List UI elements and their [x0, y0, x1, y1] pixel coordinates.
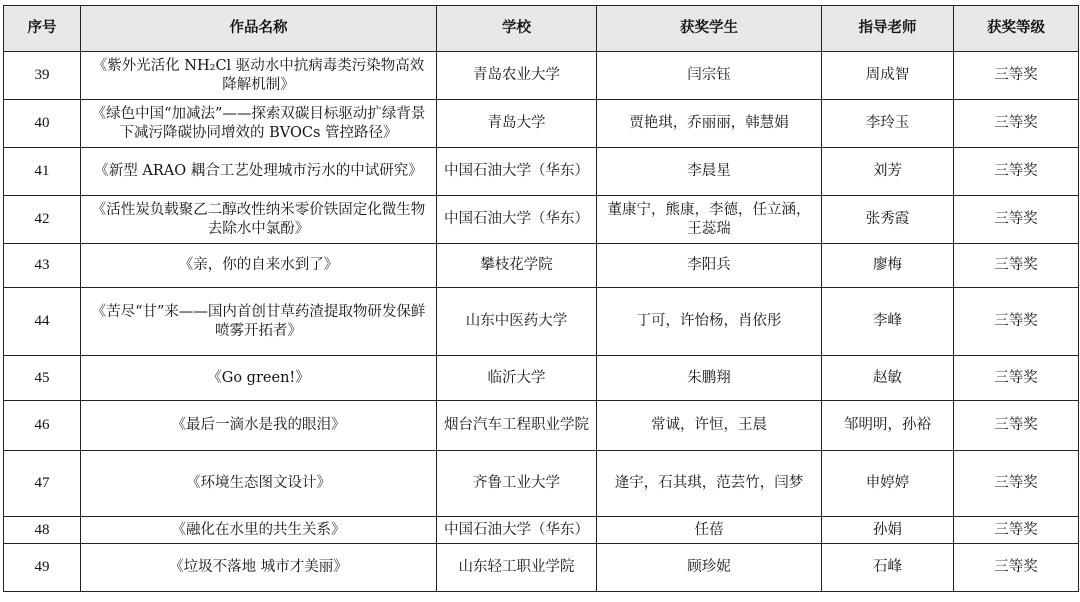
cell-work-title: 《苦尽“甘”来——国内首创甘草药渣提取物研发保鲜喷雾开拓者》 [81, 288, 437, 356]
cell-advisor: 李峰 [822, 288, 954, 356]
cell-school: 临沂大学 [437, 356, 597, 401]
column-header-students: 获奖学生 [597, 6, 822, 52]
table-row [4, 356, 1079, 401]
cell-level: 三等奖 [954, 100, 1079, 148]
table-row [4, 52, 1079, 100]
cell-school: 中国石油大学（华东） [437, 148, 597, 196]
cell-advisor: 赵敏 [822, 356, 954, 401]
cell-students: 逄宇，石其琪，范芸竹，闫梦 [597, 451, 822, 517]
cell-no: 41 [4, 148, 81, 196]
column-header-no: 序号 [4, 6, 81, 52]
awards-table [3, 5, 1079, 592]
cell-students: 丁可，许怡杨，肖依彤 [597, 288, 822, 356]
cell-advisor: 周成智 [822, 52, 954, 100]
table-row [4, 451, 1079, 517]
column-header-advisor: 指导老师 [822, 6, 954, 52]
cell-level: 三等奖 [954, 148, 1079, 196]
cell-level: 三等奖 [954, 288, 1079, 356]
table-row [4, 517, 1079, 544]
cell-level: 三等奖 [954, 544, 1079, 592]
column-header-school: 学校 [437, 6, 597, 52]
cell-level: 三等奖 [954, 244, 1079, 288]
cell-school: 山东轻工职业学院 [437, 544, 597, 592]
cell-work-title: 《活性炭负载聚乙二醇改性纳米零价铁固定化微生物去除水中氯酚》 [81, 196, 437, 244]
cell-no: 43 [4, 244, 81, 288]
table-row [4, 544, 1079, 592]
cell-advisor: 刘芳 [822, 148, 954, 196]
table-row [4, 148, 1079, 196]
cell-work-title: 《亲，你的自来水到了》 [81, 244, 437, 288]
table-row [4, 288, 1079, 356]
cell-advisor: 廖梅 [822, 244, 954, 288]
cell-students: 董康宁，熊康，李德，任立涵，王蕊瑞 [597, 196, 822, 244]
cell-advisor: 石峰 [822, 544, 954, 592]
cell-no: 49 [4, 544, 81, 592]
cell-no: 45 [4, 356, 81, 401]
cell-school: 中国石油大学（华东） [437, 517, 597, 544]
cell-advisor: 申婷婷 [822, 451, 954, 517]
cell-no: 39 [4, 52, 81, 100]
table-row [4, 100, 1079, 148]
cell-no: 48 [4, 517, 81, 544]
cell-students: 贾艳琪，乔丽丽，韩慧娟 [597, 100, 822, 148]
cell-level: 三等奖 [954, 401, 1079, 451]
column-header-work: 作品名称 [81, 6, 437, 52]
cell-school: 攀枝花学院 [437, 244, 597, 288]
cell-advisor: 李玲玉 [822, 100, 954, 148]
cell-work-title: 《新型 ARAO 耦合工艺处理城市污水的中试研究》 [81, 148, 437, 196]
cell-students: 朱鹏翔 [597, 356, 822, 401]
cell-students: 闫宗钰 [597, 52, 822, 100]
cell-level: 三等奖 [954, 52, 1079, 100]
cell-school: 中国石油大学（华东） [437, 196, 597, 244]
cell-no: 47 [4, 451, 81, 517]
cell-school: 烟台汽车工程职业学院 [437, 401, 597, 451]
table-row [4, 244, 1079, 288]
column-header-level: 获奖等级 [954, 6, 1079, 52]
cell-school: 齐鲁工业大学 [437, 451, 597, 517]
table-row [4, 401, 1079, 451]
cell-no: 44 [4, 288, 81, 356]
cell-students: 李晨星 [597, 148, 822, 196]
cell-advisor: 张秀霞 [822, 196, 954, 244]
cell-school: 山东中医药大学 [437, 288, 597, 356]
cell-work-title: 《紫外光活化 NH₂Cl 驱动水中抗病毒类污染物高效降解机制》 [81, 52, 437, 100]
cell-students: 任蓓 [597, 517, 822, 544]
cell-students: 李阳兵 [597, 244, 822, 288]
cell-level: 三等奖 [954, 451, 1079, 517]
cell-work-title: 《垃圾不落地 城市才美丽》 [81, 544, 437, 592]
table-row [4, 196, 1079, 244]
cell-level: 三等奖 [954, 517, 1079, 544]
cell-work-title: 《融化在水里的共生关系》 [81, 517, 437, 544]
cell-no: 42 [4, 196, 81, 244]
cell-work-title: 《绿色中国“加减法”——探索双碳目标驱动扩绿背景下减污降碳协同增效的 BVOCs 管控路径》 [81, 100, 437, 148]
cell-level: 三等奖 [954, 196, 1079, 244]
cell-work-title: 《最后一滴水是我的眼泪》 [81, 401, 437, 451]
cell-advisor: 邹明明，孙裕 [822, 401, 954, 451]
cell-work-title: 《Go green!》 [81, 356, 437, 401]
cell-work-title: 《环境生态图文设计》 [81, 451, 437, 517]
cell-level: 三等奖 [954, 356, 1079, 401]
cell-no: 46 [4, 401, 81, 451]
cell-school: 青岛大学 [437, 100, 597, 148]
table-header-row [4, 6, 1079, 52]
cell-school: 青岛农业大学 [437, 52, 597, 100]
cell-no: 40 [4, 100, 81, 148]
cell-advisor: 孙娟 [822, 517, 954, 544]
cell-students: 顾珍妮 [597, 544, 822, 592]
cell-students: 常诚，许恒，王晨 [597, 401, 822, 451]
